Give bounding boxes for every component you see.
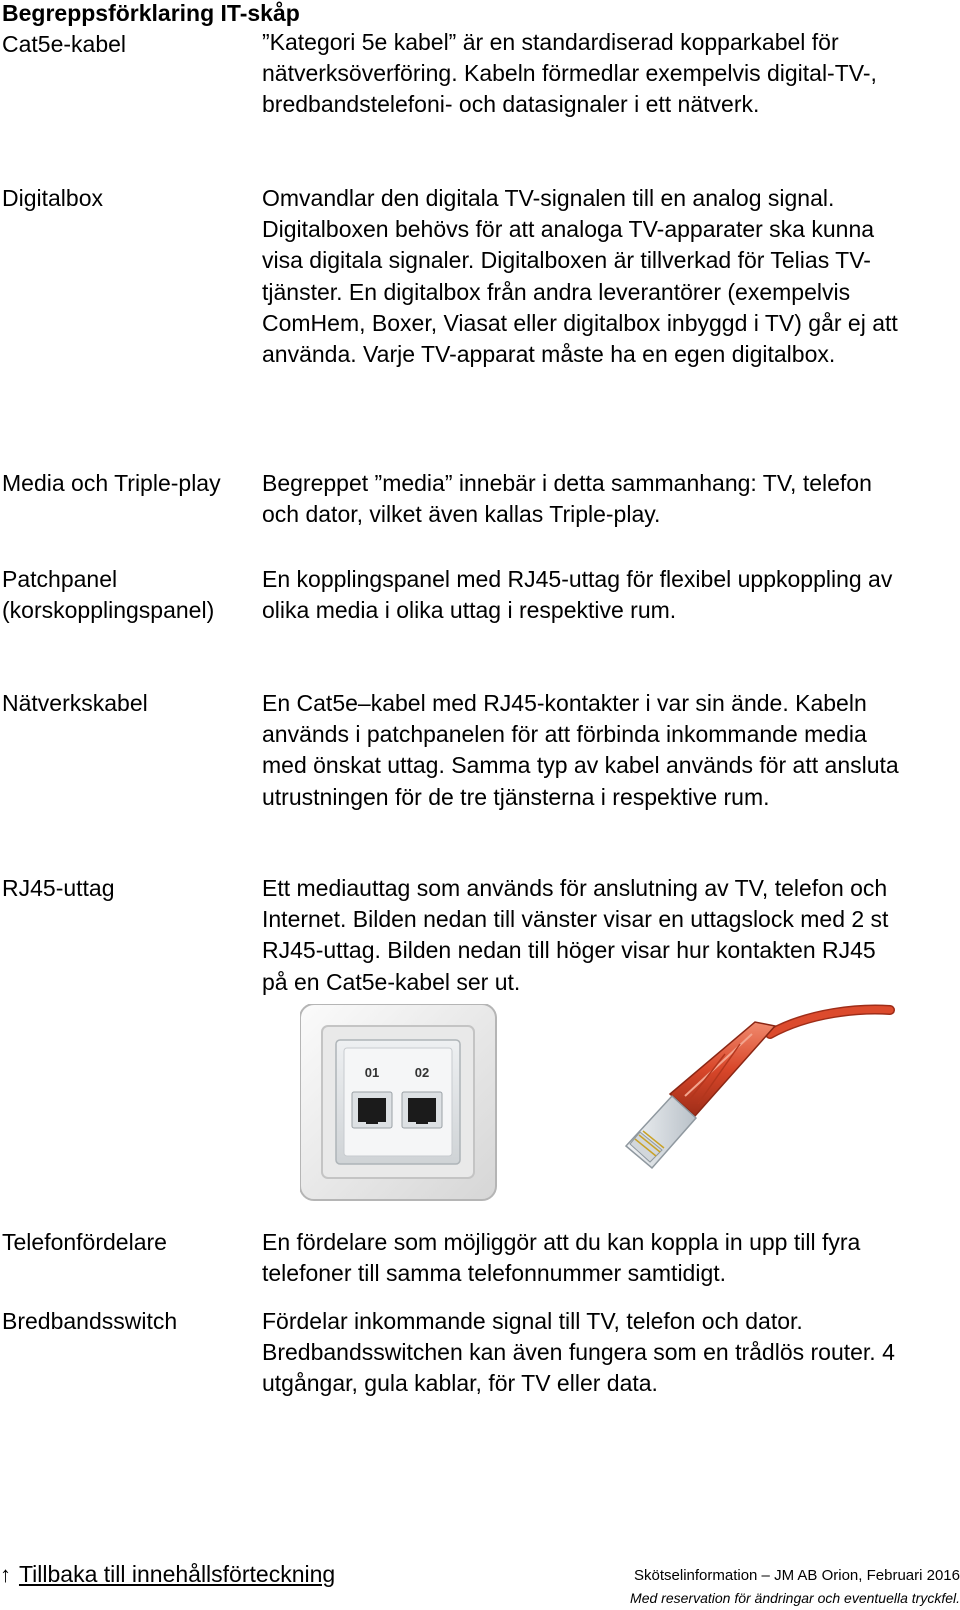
rj45-illustration	[300, 1004, 900, 1204]
term-bredbandsswitch: Bredbandsswitch	[2, 1308, 178, 1334]
definition-rj45-uttag: Ett mediauttag som används för anslutning av TV, telefon och Internet. Bilden nedan till vänster visar en uttagslock med 2 st RJ45-uttag. Bilden nedan till höger visar hur kontakten RJ45 på en Cat5e-kabel ser ut.	[262, 875, 889, 995]
term-media-triple-play: Media och Triple-play	[2, 470, 221, 496]
definition-natverkskabel: En Cat5e–kabel med RJ45-kontakter i var sin ände. Kabeln används i patchpanelen för att förbinda inkommande media med önskat uttag. Samma typ av kabel används för att ansluta utrustningen för de tre tjänsterna i respektive rum.	[262, 690, 899, 810]
term-natverkskabel: Nätverkskabel	[2, 690, 148, 716]
definition-digitalbox: Omvandlar den digitala TV-signalen till en analog signal. Digitalboxen behövs för att analoga TV-apparater ska kunna visa digitala signaler. Digitalboxen är tillverkad för Telias TV-tjänster. En digitalbox från andra leverantörer (exempelvis ComHem, Boxer, Viasat eller digitalbox inbyggd i TV) går ej att använda. Varje TV-apparat måste ha en egen digitalbox.	[262, 185, 898, 368]
definition-media-triple-play: Begreppet ”media” innebär i detta sammanhang: TV, telefon och dator, vilket även kallas Triple-play.	[262, 470, 872, 528]
term-digitalbox: Digitalbox	[2, 185, 103, 211]
footer-info: Skötselinformation – JM AB Orion, Februari 2016	[634, 1567, 960, 1584]
cat5e-cable	[670, 1010, 890, 1116]
back-to-toc-label[interactable]: Tillbaka till innehållsförteckning	[18, 1561, 336, 1587]
definition-cat5e-kabel: ”Kategori 5e kabel” är en standardiserad kopparkabel för nätverksöverföring. Kabeln förmedlar exempelvis digital-TV-, bredbandstelefoni- och datasignaler i ett nätverk.	[262, 29, 877, 118]
term-cat5e-kabel: Cat5e-kabel	[2, 31, 127, 57]
footer-note: Med reservation för ändringar och eventuella tryckfel.	[630, 1590, 960, 1606]
definition-patchpanel: En kopplingspanel med RJ45-uttag för flexibel uppkoppling av olika media i olika uttag i respektive rum.	[262, 566, 893, 624]
term-rj45-uttag: RJ45-uttag	[2, 875, 115, 901]
term-telefonfordelare: Telefonfördelare	[2, 1229, 167, 1255]
page-title: Begreppsförklaring IT-skåp	[2, 0, 300, 26]
up-arrow-icon: ↑	[0, 1562, 11, 1587]
rj45-port-02	[402, 1092, 442, 1128]
rj45-port-01	[352, 1092, 392, 1128]
outlet-plate	[300, 1004, 496, 1200]
term-patchpanel: Patchpanel (korskopplingspanel)	[2, 566, 215, 623]
port-label-02: 02	[414, 1065, 430, 1080]
definition-bredbandsswitch: Fördelar inkommande signal till TV, telefon och dator. Bredbandsswitchen kan även fungera som en trådlös router. 4 utgångar, gula kablar, för TV eller data.	[262, 1308, 895, 1397]
definition-telefonfordelare: En fördelare som möjliggör att du kan koppla in upp till fyra telefoner till samma telefonnummer samtidigt.	[262, 1229, 861, 1287]
rj45-figure-svg	[300, 1004, 900, 1204]
back-to-toc-link[interactable]	[0, 1560, 335, 1589]
port-label-01: 01	[364, 1065, 380, 1080]
